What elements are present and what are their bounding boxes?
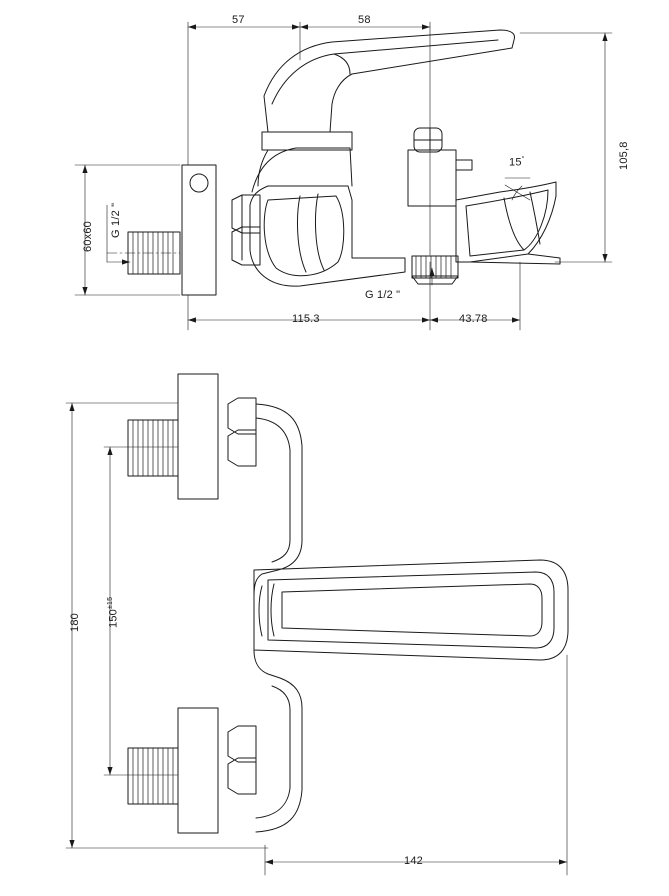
dim-label-inlet-spacing: 60x60: [82, 221, 94, 252]
dim-label-body-depth: 115.3: [292, 313, 320, 325]
dim-label-height-right: 105,8: [618, 141, 630, 170]
dim-label-outlet-thread: G 1/2 ": [365, 289, 401, 301]
dim-label-spout-depth: 43.78: [459, 313, 488, 325]
dim-label-overall-width: 142: [404, 855, 423, 867]
dim-label-center-distance: $150^{\pm 15}$: [107, 596, 120, 628]
dim-label-overall-height: 180: [69, 613, 81, 632]
dim-label-top-right-width: 58: [358, 14, 371, 26]
dim-label-inlet-thread: G 1/2 ": [110, 202, 122, 238]
dim-label-top-left-width: 57: [232, 14, 245, 26]
dim-label-angle: 15°: [509, 156, 525, 169]
